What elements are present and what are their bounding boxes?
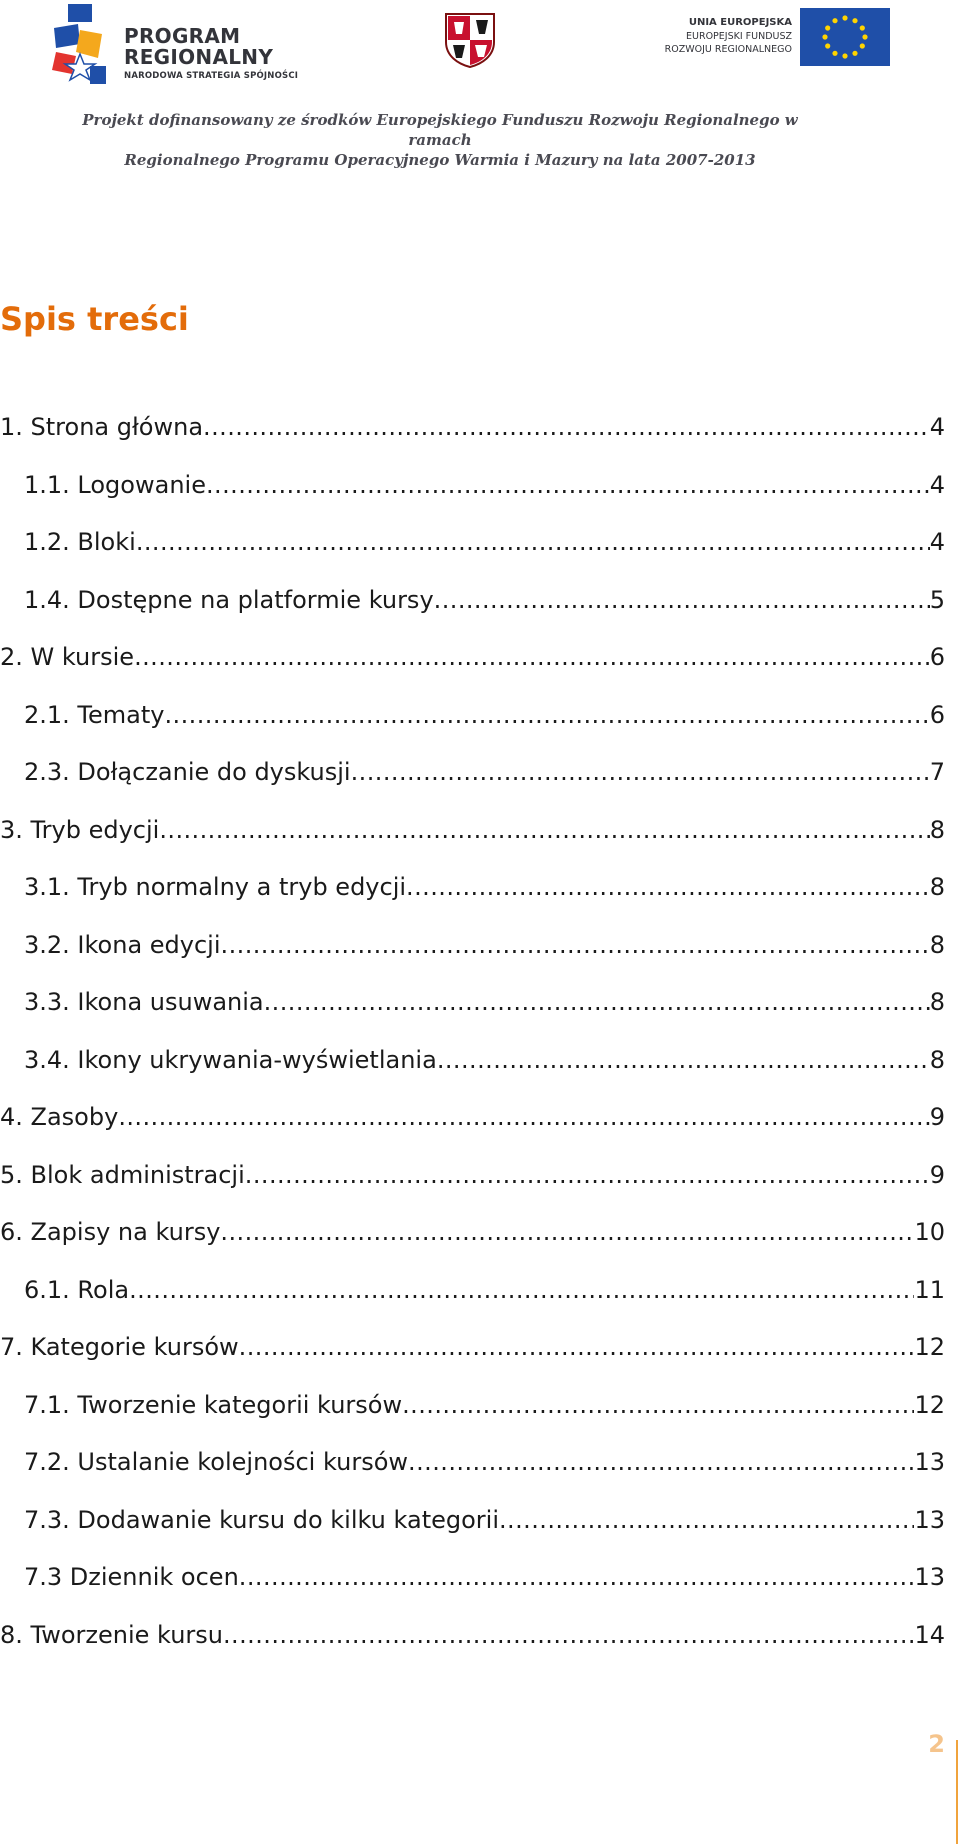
- toc-entry-page: 14: [914, 1620, 945, 1649]
- toc-entry-label: 2.3. Dołączanie do dyskusji: [24, 758, 351, 786]
- toc-entry-page: 8: [929, 873, 945, 901]
- page-number: 2: [928, 1730, 945, 1758]
- toc-leader-dots: [136, 528, 930, 556]
- toc-leader-dots: [239, 1563, 915, 1591]
- toc-entry[interactable]: [0, 1103, 945, 1161]
- toc-title: Spis treści: [0, 300, 189, 338]
- program-regionalny-mark-icon: [50, 4, 110, 88]
- toc-entry-label: 7.3 Dziennik ocen: [24, 1563, 239, 1591]
- funding-statement: [60, 110, 820, 170]
- program-logo-line3: NARODOWA STRATEGIA SPÓJNOŚCI: [124, 71, 299, 81]
- toc-entry[interactable]: [0, 988, 945, 1046]
- toc-entry[interactable]: [0, 1448, 945, 1506]
- toc-entry-label: 8. Tworzenie kursu: [0, 1620, 223, 1649]
- toc-entry[interactable]: [0, 873, 945, 931]
- toc-entry-page: 6: [929, 700, 945, 729]
- toc-entry-label: 1.2. Bloki: [24, 528, 136, 556]
- page-number-bar: [956, 1740, 958, 1844]
- toc-leader-dots: [264, 988, 930, 1016]
- toc-entry-page: 8: [929, 1045, 945, 1074]
- toc-entry-page: 4: [929, 470, 945, 499]
- toc-entry-page: 8: [929, 930, 945, 959]
- toc-leader-dots: [159, 816, 929, 844]
- toc-leader-dots: [351, 758, 930, 786]
- toc-entry[interactable]: [0, 931, 945, 989]
- toc-entry-page: 12: [914, 1390, 945, 1419]
- toc-entry-page: 8: [929, 988, 945, 1016]
- funding-line-1: Projekt dofinansowany ze środków Europejskiego Funduszu Rozwoju Regionalnego w ramach: [82, 111, 798, 149]
- toc-leader-dots: [408, 1448, 914, 1476]
- toc-leader-dots: [245, 1161, 930, 1189]
- toc-entry[interactable]: [0, 1161, 945, 1219]
- toc-entry-label: 1. Strona główna: [0, 413, 204, 441]
- toc-entry-label: 3.3. Ikona usuwania: [24, 988, 264, 1016]
- toc-entry-page: 9: [929, 1103, 945, 1131]
- toc-entry-label: 3.1. Tryb normalny a tryb edycji: [24, 873, 407, 901]
- toc-entry[interactable]: [0, 1276, 945, 1334]
- toc-entry-label: 7. Kategorie kursów: [0, 1333, 239, 1361]
- toc-entry[interactable]: [0, 413, 945, 471]
- toc-entry-label: 1.1. Logowanie: [24, 470, 206, 499]
- eu-logo-line1: UNIA EUROPEJSKA: [688, 17, 792, 28]
- table-of-contents: [0, 413, 945, 1678]
- toc-entry[interactable]: [0, 816, 945, 874]
- toc-entry[interactable]: [0, 1563, 945, 1621]
- toc-entry-label: 3. Tryb edycji: [0, 815, 160, 844]
- toc-entry-page: 10: [914, 1218, 945, 1246]
- toc-entry[interactable]: [0, 528, 945, 586]
- toc-entry[interactable]: [0, 1333, 945, 1391]
- program-regionalny-logo: [50, 4, 320, 88]
- toc-entry[interactable]: [0, 1046, 945, 1104]
- toc-leader-dots: [402, 1391, 914, 1419]
- toc-entry-label: 2. W kursie: [0, 643, 135, 671]
- eu-logo-line2: EUROPEJSKI FUNDUSZ: [686, 31, 792, 42]
- toc-leader-dots: [221, 931, 930, 959]
- toc-entry[interactable]: [0, 643, 945, 701]
- toc-entry-label: 3.2. Ikona edycji: [24, 930, 221, 959]
- toc-entry-page: 7: [929, 758, 945, 786]
- eu-flag-icon: [800, 8, 890, 66]
- toc-entry-label: 7.2. Ustalanie kolejności kursów: [24, 1448, 409, 1476]
- toc-leader-dots: [203, 413, 930, 441]
- warmia-mazury-crest-icon: [444, 12, 496, 68]
- toc-leader-dots: [118, 1103, 929, 1131]
- toc-entry-page: 5: [929, 585, 945, 614]
- toc-entry-page: 12: [914, 1333, 945, 1361]
- funding-line-2: Regionalnego Programu Operacyjnego Warmia i Mazury na lata 2007-2013: [124, 151, 756, 169]
- program-logo-line2: REGIONALNY: [124, 45, 274, 69]
- toc-entry-page: 6: [929, 643, 945, 671]
- toc-entry-page: 8: [929, 815, 945, 844]
- toc-entry-label: 3.4. Ikony ukrywania-wyświetlania: [24, 1045, 437, 1074]
- toc-leader-dots: [499, 1506, 914, 1534]
- toc-entry[interactable]: [0, 1218, 945, 1276]
- toc-entry-page: 13: [914, 1505, 945, 1534]
- toc-entry-page: 4: [929, 413, 945, 441]
- toc-leader-dots: [434, 586, 930, 614]
- toc-entry-label: 7.1. Tworzenie kategorii kursów: [24, 1390, 403, 1419]
- toc-entry-label: 5. Blok administracji: [0, 1160, 245, 1189]
- toc-leader-dots: [437, 1046, 930, 1074]
- toc-entry[interactable]: [0, 1621, 945, 1679]
- toc-entry[interactable]: [0, 758, 945, 816]
- toc-entry-page: 4: [929, 528, 945, 556]
- eu-logo-line3: ROZWOJU REGIONALNEGO: [664, 44, 792, 55]
- toc-entry[interactable]: [0, 701, 945, 759]
- program-logo-line1: PROGRAM: [124, 24, 241, 48]
- toc-leader-dots: [220, 1218, 914, 1246]
- toc-entry-page: 9: [929, 1160, 945, 1189]
- toc-entry-label: 4. Zasoby: [0, 1103, 119, 1131]
- toc-entry[interactable]: [0, 1391, 945, 1449]
- toc-leader-dots: [134, 643, 930, 671]
- toc-leader-dots: [406, 873, 930, 901]
- document-header: [0, 0, 960, 170]
- toc-entry-label: 6. Zapisy na kursy: [0, 1218, 221, 1246]
- toc-entry-label: 2.1. Tematy: [24, 700, 165, 729]
- toc-entry[interactable]: [0, 471, 945, 529]
- toc-leader-dots: [223, 1621, 914, 1649]
- toc-entry-page: 13: [914, 1448, 945, 1476]
- toc-entry-label: 1.4. Dostępne na platformie kursy: [24, 585, 434, 614]
- toc-entry[interactable]: [0, 586, 945, 644]
- toc-entry[interactable]: [0, 1506, 945, 1564]
- toc-leader-dots: [206, 471, 930, 499]
- toc-entry-page: 11: [914, 1275, 945, 1304]
- toc-leader-dots: [164, 701, 929, 729]
- toc-leader-dots: [129, 1276, 914, 1304]
- toc-entry-label: 6.1. Rola: [24, 1275, 130, 1304]
- toc-leader-dots: [239, 1333, 915, 1361]
- eu-logo: [640, 8, 890, 68]
- toc-entry-label: 7.3. Dodawanie kursu do kilku kategorii: [24, 1505, 499, 1534]
- toc-entry-page: 13: [914, 1563, 945, 1591]
